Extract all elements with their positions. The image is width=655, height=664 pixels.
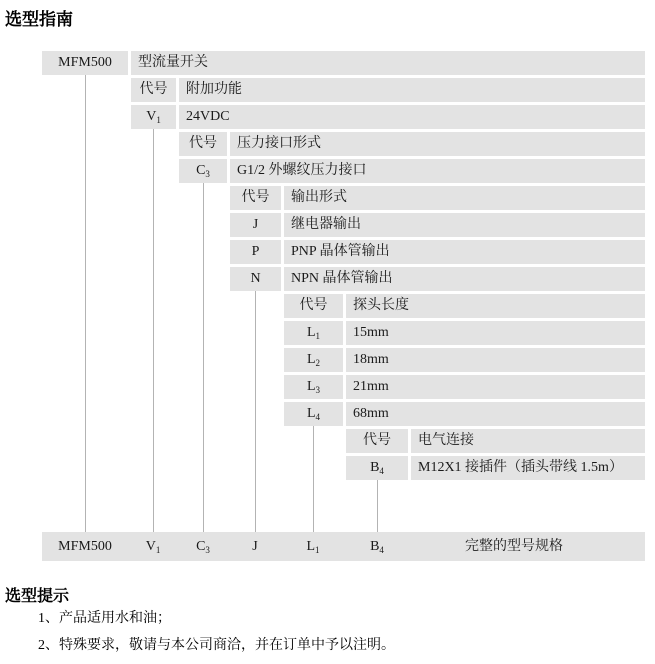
table-row [0, 402, 655, 426]
code-text: N [250, 271, 261, 286]
desc-cell: 输出形式 [284, 186, 645, 210]
code-text: L [306, 325, 316, 340]
table-row [0, 186, 655, 210]
connector-line [313, 426, 314, 532]
summary-row [42, 532, 645, 561]
summary-label: 完整的型号规格 [465, 539, 563, 554]
code-cell [284, 402, 343, 426]
summary-code [306, 532, 319, 561]
desc-cell: 继电器输出 [284, 213, 645, 237]
table-row [0, 213, 655, 237]
code-cell [284, 375, 343, 399]
table-row [0, 159, 655, 183]
code-text: C [196, 539, 206, 554]
table-row [0, 105, 655, 129]
desc-cell: 探头长度 [346, 294, 645, 318]
connector-line [85, 75, 86, 532]
table-row [0, 78, 655, 102]
table-row [0, 267, 655, 291]
tip-item: 2、特殊要求，敬请与本公司商洽，并在订单中予以注明。 [38, 638, 395, 653]
code-cell [284, 294, 343, 318]
code-cell [230, 267, 281, 291]
code-subscript: 4 [379, 545, 384, 555]
desc-cell: 电气连接 [411, 429, 645, 453]
code-subscript: 3 [205, 545, 210, 555]
code-subscript: 3 [315, 385, 321, 395]
code-text: B [370, 539, 380, 554]
code-text: 代号 [189, 136, 217, 151]
desc-cell: G1/2 外螺纹压力接口 [230, 159, 645, 183]
code-cell [284, 348, 343, 372]
table-row [0, 375, 655, 399]
code-text: L [306, 352, 316, 367]
tips-heading: 选型提示 [5, 588, 70, 605]
summary-code [370, 532, 384, 561]
code-text: 代号 [299, 298, 328, 313]
summary-code [58, 532, 112, 561]
code-text: 代号 [363, 433, 391, 448]
code-text: MFM500 [58, 539, 112, 554]
desc-cell: 压力接口形式 [230, 132, 645, 156]
desc-cell: 21mm [346, 375, 645, 399]
table-row [0, 348, 655, 372]
code-cell [131, 105, 176, 129]
code-text: 代号 [241, 190, 270, 205]
code-cell [230, 186, 281, 210]
table-row [0, 240, 655, 264]
tip-item: 1、产品适用水和油； [38, 611, 171, 626]
code-text: V [145, 539, 156, 554]
code-subscript: 1 [315, 331, 321, 341]
code-cell [42, 51, 128, 75]
code-text: V [146, 109, 157, 124]
table-row [0, 456, 655, 480]
summary-code [196, 532, 210, 561]
code-text: P [251, 244, 260, 259]
code-subscript: 3 [205, 169, 210, 179]
code-text: 代号 [139, 82, 168, 97]
desc-cell: 附加功能 [179, 78, 645, 102]
summary-code [252, 532, 257, 561]
code-subscript: 4 [379, 466, 384, 476]
code-text: L [306, 379, 316, 394]
connector-line [255, 291, 256, 532]
code-text: MFM500 [58, 55, 112, 70]
code-text: J [252, 217, 259, 232]
code-text: J [252, 539, 258, 554]
desc-cell: M12X1 接插件（插头带线 1.5m） [411, 456, 645, 480]
code-text: L [306, 406, 316, 421]
desc-cell: PNP 晶体管输出 [284, 240, 645, 264]
code-cell [230, 213, 281, 237]
table-row [0, 51, 655, 75]
code-cell [230, 240, 281, 264]
connector-line [153, 129, 154, 532]
summary-code [146, 532, 161, 561]
desc-cell: 18mm [346, 348, 645, 372]
code-subscript: 1 [315, 545, 320, 555]
code-text: C [196, 163, 206, 178]
code-text: B [370, 460, 380, 475]
code-cell [284, 321, 343, 345]
code-cell [179, 132, 227, 156]
code-subscript: 1 [156, 115, 161, 125]
code-cell [346, 456, 408, 480]
desc-cell: 24VDC [179, 105, 645, 129]
code-subscript: 4 [315, 412, 321, 422]
connector-line [203, 183, 204, 532]
code-cell [179, 159, 227, 183]
code-cell [131, 78, 176, 102]
code-subscript: 1 [155, 545, 161, 555]
table-row [0, 294, 655, 318]
code-text: L [306, 539, 316, 554]
desc-cell: NPN 晶体管输出 [284, 267, 645, 291]
page-title: 选型指南 [5, 10, 73, 29]
code-cell [346, 429, 408, 453]
table-row [0, 132, 655, 156]
table-row [0, 429, 655, 453]
desc-cell: 68mm [346, 402, 645, 426]
connector-line [377, 480, 378, 532]
table-row [0, 321, 655, 345]
desc-cell: 15mm [346, 321, 645, 345]
code-subscript: 2 [315, 358, 321, 368]
desc-cell: 型流量开关 [131, 51, 645, 75]
